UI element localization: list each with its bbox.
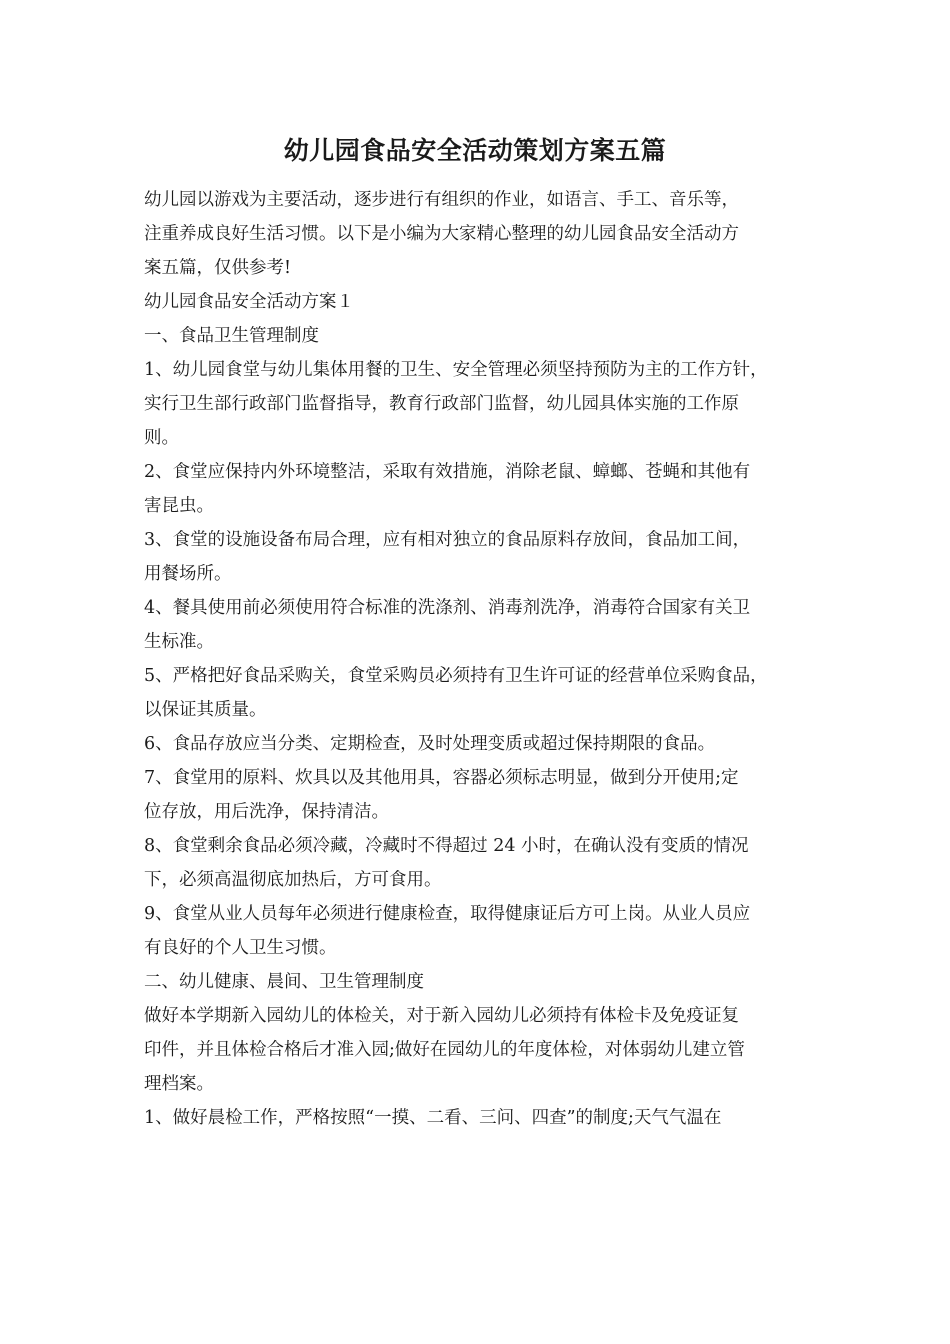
text-line: 实行卫生部行政部门监督指导，教育行政部门监督，幼儿园具体实施的工作原 xyxy=(144,394,739,414)
text-line: 3、食堂的设施设备布局合理，应有相对独立的食品原料存放间，食品加工间， xyxy=(144,530,751,550)
text-line: 幼儿园食品安全活动方案１ xyxy=(144,292,354,312)
text-line: 二、幼儿健康、晨间、卫生管理制度 xyxy=(144,972,424,992)
text-line: 位存放，用后洗净，保持清洁。 xyxy=(144,802,389,822)
text-line: 7、食堂用的原料、炊具以及其他用具，容器必须标志明显，做到分开使用;定 xyxy=(144,768,739,788)
text-line: 1、做好晨检工作，严格按照“一摸、二看、三问、四查”的制度;天气气温在 xyxy=(144,1108,722,1128)
text-line: 下，必须高温彻底加热后，方可食用。 xyxy=(144,870,442,890)
text-line: 案五篇，仅供参考! xyxy=(144,258,292,278)
text-line: 一、食品卫生管理制度 xyxy=(144,326,319,346)
text-line: 印件，并且体检合格后才准入园;做好在园幼儿的年度体检，对体弱幼儿建立管 xyxy=(144,1040,745,1060)
text-line: 6、食品存放应当分类、定期检查，及时处理变质或超过保持期限的食品。 xyxy=(144,734,716,754)
text-line: 1、幼儿园食堂与幼儿集体用餐的卫生、安全管理必须坚持预防为主的工作方针， xyxy=(144,360,768,380)
text-line: 8、食堂剩余食品必须冷藏，冷藏时不得超过 24 小时，在确认没有变质的情况 xyxy=(144,836,749,856)
text-line: 理档案。 xyxy=(144,1074,214,1094)
text-line: 害昆虫。 xyxy=(144,496,214,516)
text-line: 注重养成良好生活习惯。以下是小编为大家精心整理的幼儿园食品安全活动方 xyxy=(144,224,739,244)
text-line: 幼儿园以游戏为主要活动，逐步进行有组织的作业，如语言、手工、音乐等， xyxy=(144,190,739,210)
text-line: 4、餐具使用前必须使用符合标准的洗涤剂、消毒剂洗净，消毒符合国家有关卫 xyxy=(144,598,751,618)
text-line: 有良好的个人卫生习惯。 xyxy=(144,938,337,958)
text-line: 生标准。 xyxy=(144,632,214,652)
text-line: 则。 xyxy=(144,428,179,448)
text-line: 以保证其质量。 xyxy=(144,700,267,720)
text-line: 用餐场所。 xyxy=(144,564,232,584)
document-title: 幼儿园食品安全活动策划方案五篇 xyxy=(283,136,667,165)
text-line: 9、食堂从业人员每年必须进行健康检查，取得健康证后方可上岗。从业人员应 xyxy=(144,904,751,924)
text-line: 2、食堂应保持内外环境整洁，采取有效措施，消除老鼠、蟑螂、苍蝇和其他有 xyxy=(144,462,751,482)
document-body xyxy=(144,184,824,1136)
text-line: 5、严格把好食品采购关，食堂采购员必须持有卫生许可证的经营单位采购食品， xyxy=(144,666,768,686)
text-line: 做好本学期新入园幼儿的体检关，对于新入园幼儿必须持有体检卡及免疫证复 xyxy=(144,1006,739,1026)
